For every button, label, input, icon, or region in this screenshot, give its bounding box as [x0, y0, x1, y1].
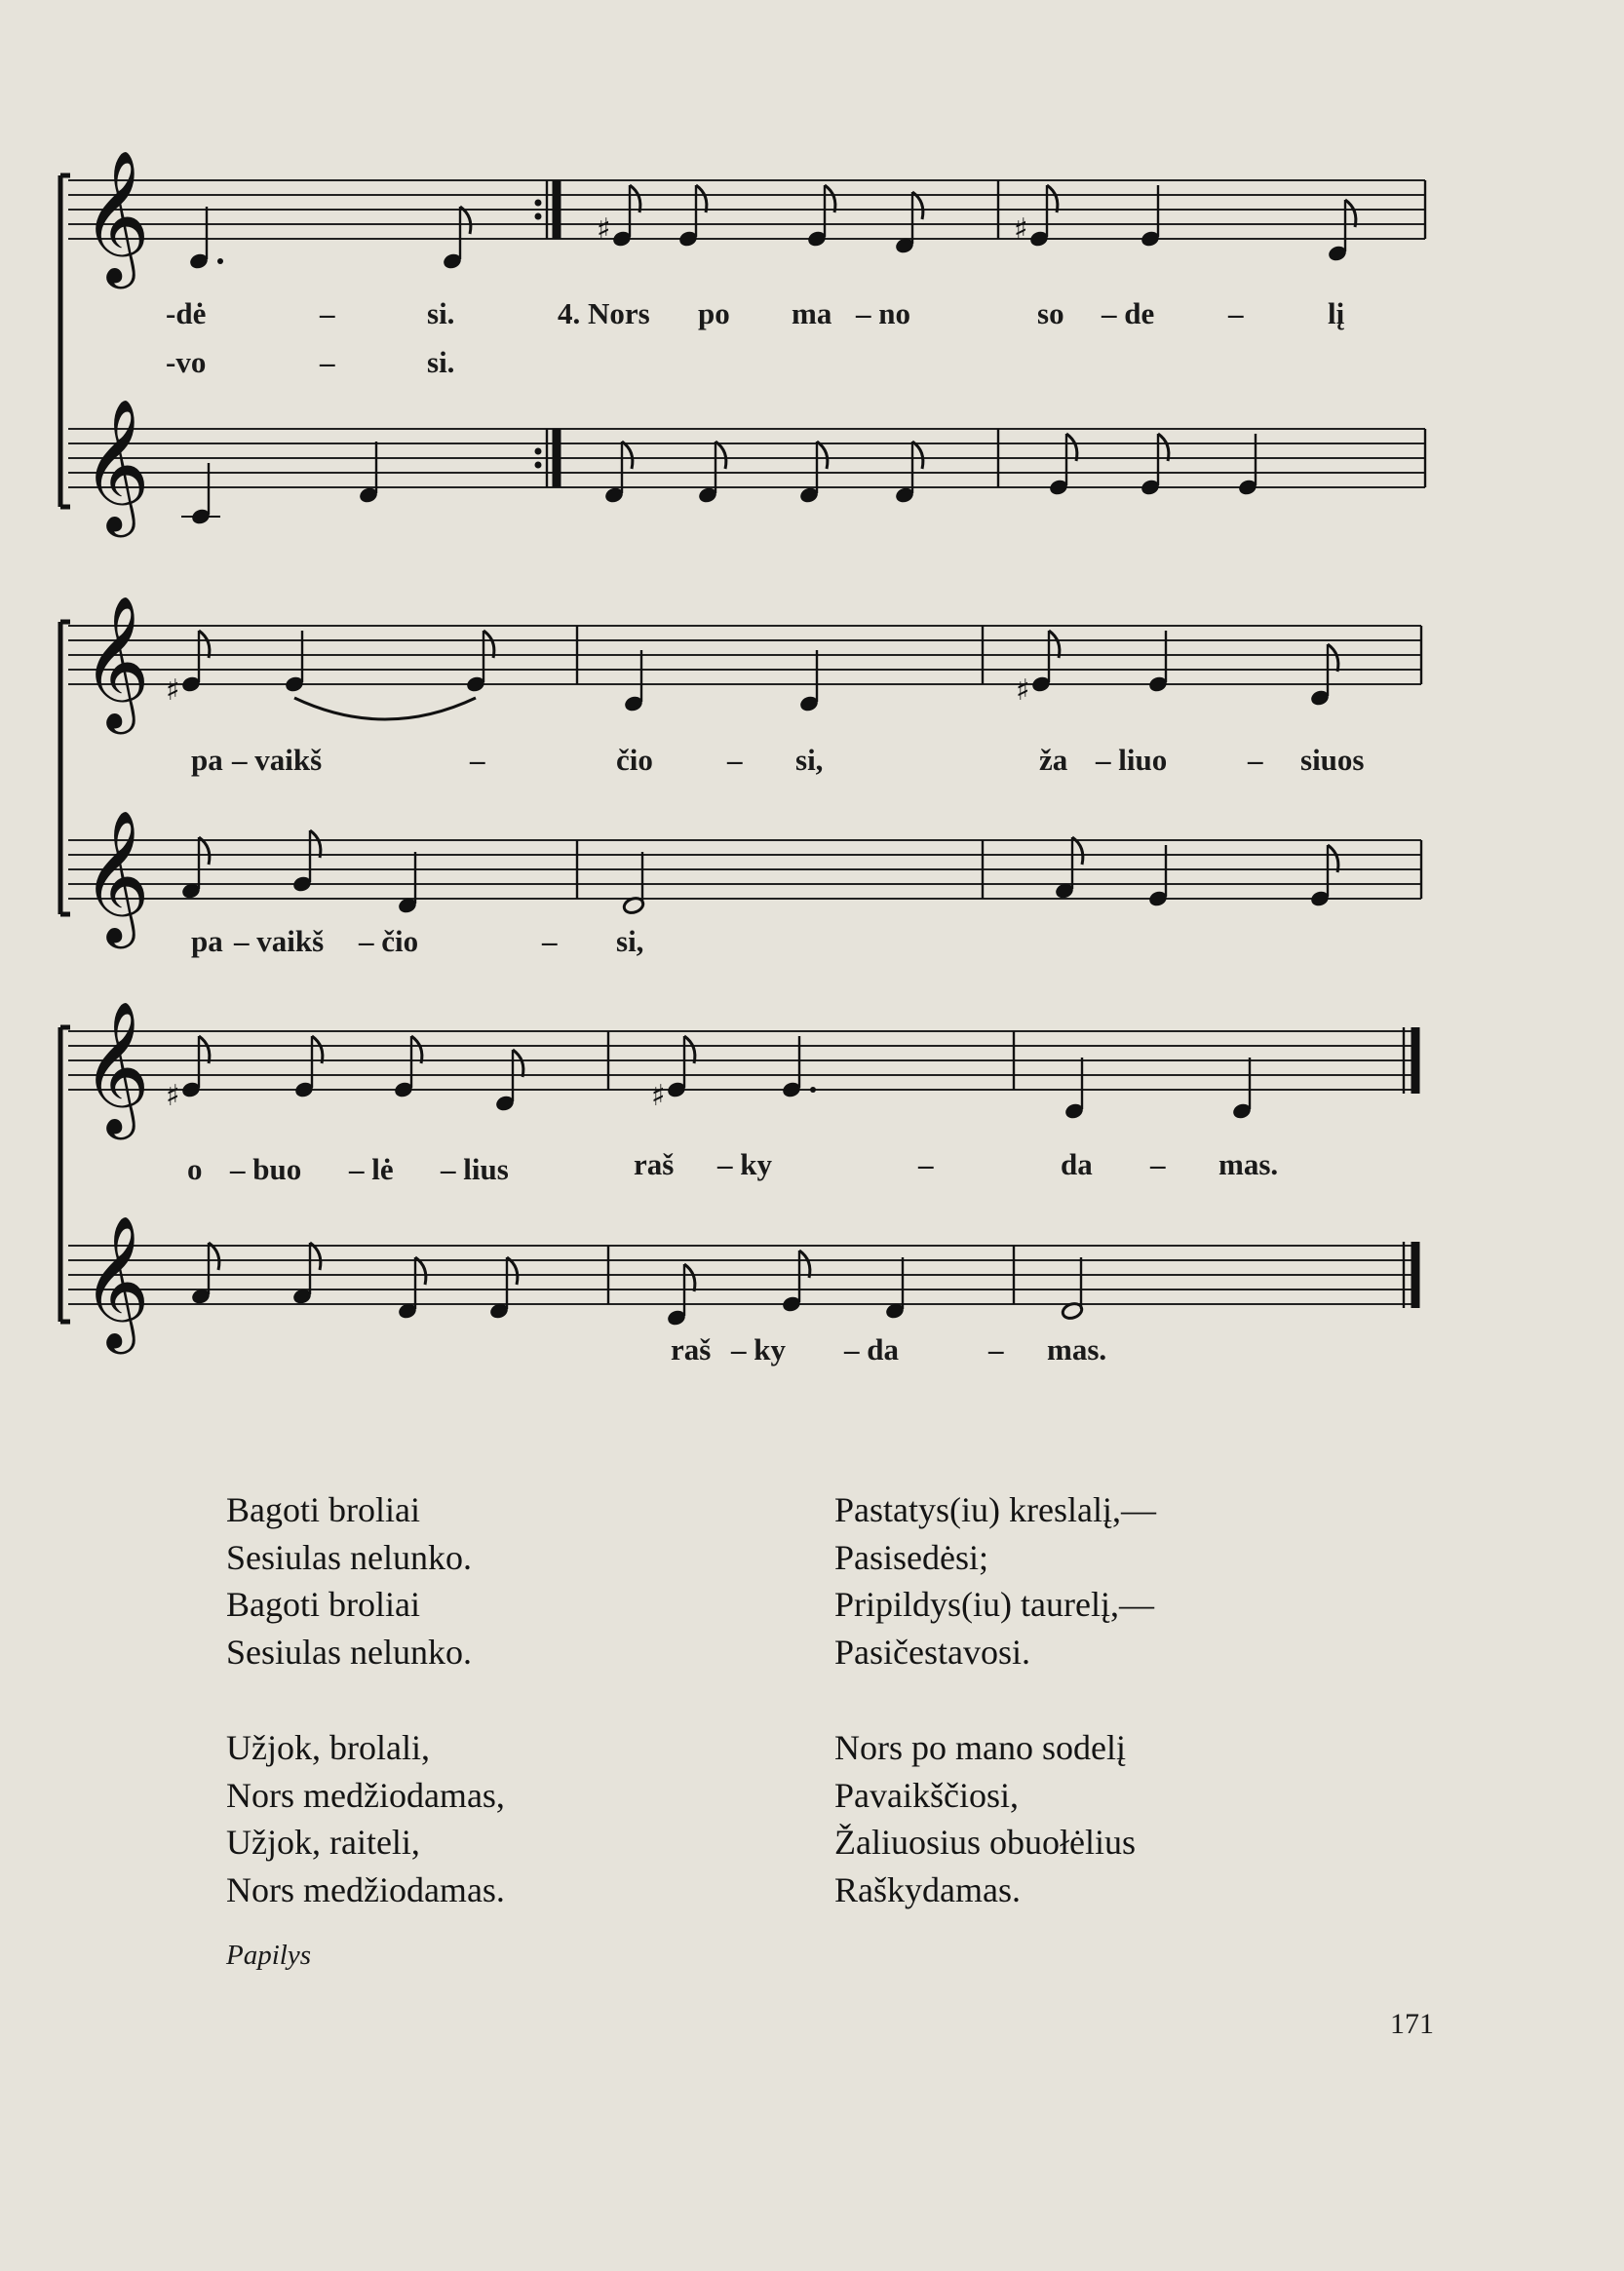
verse-line: Pavaikščiosi,: [834, 1775, 1019, 1815]
svg-text:raš: raš: [671, 1332, 712, 1366]
verse-line: Pripildys(iu) taurelį,—: [834, 1585, 1154, 1624]
svg-text:mas.: mas.: [1047, 1332, 1107, 1366]
svg-text:o: o: [187, 1152, 203, 1186]
verse-line: Pasisedėsi;: [834, 1537, 988, 1577]
notes-upper-1: [188, 185, 1356, 271]
sharp-icon: ♯: [651, 1079, 666, 1113]
verse-line: Nors medžiodamas,: [226, 1775, 505, 1815]
stanza: [834, 1486, 1156, 1675]
svg-text:mas.: mas.: [1218, 1147, 1279, 1181]
staff-lower-1: [68, 429, 1425, 487]
treble-clef-icon: 𝄞: [82, 148, 150, 283]
lyrics-system-2-lower: [191, 924, 643, 958]
svg-text:si.: si.: [427, 296, 455, 330]
svg-text:–: –: [1248, 743, 1263, 777]
verse-line: Sesiulas nelunko.: [226, 1632, 472, 1672]
system-1: [60, 148, 1425, 537]
svg-text:–: –: [470, 743, 485, 777]
page-number: 171: [1390, 2008, 1434, 2040]
svg-text:si,: si,: [795, 743, 824, 777]
system-3: [60, 999, 1415, 1366]
verse-line: Bagoti broliai: [226, 1585, 420, 1624]
verse-line: Pastatys(iu) kreslalį,—: [834, 1490, 1156, 1529]
svg-text:da: da: [1061, 1147, 1093, 1181]
notes-lower-1: [181, 434, 1258, 526]
treble-clef-icon: 𝄞: [82, 594, 150, 728]
sharp-icon: ♯: [1016, 674, 1030, 708]
stanza: [226, 1486, 505, 1675]
svg-text:raš: raš: [634, 1147, 675, 1181]
lyrics-system-1-line-2: [166, 345, 454, 379]
verses-left-column: [226, 1486, 505, 1962]
svg-text:–: –: [918, 1147, 934, 1181]
svg-text:–: –: [320, 296, 335, 330]
svg-text:4. Nors: 4. Nors: [558, 296, 650, 330]
sharp-icon: ♯: [1014, 212, 1028, 247]
svg-text:– ky: – ky: [731, 1332, 786, 1366]
notes-lower-3: [190, 1243, 1084, 1328]
notes-upper-3: [166, 1036, 1253, 1121]
svg-text:– vaikš: – vaikš: [234, 924, 325, 958]
svg-text:si.: si.: [427, 345, 455, 379]
system-2: [60, 594, 1421, 958]
treble-clef-icon: 𝄞: [82, 397, 150, 531]
svg-text:– buo: – buo: [230, 1152, 302, 1186]
stanza: [834, 1724, 1156, 1913]
staff-lower-2: [68, 840, 1421, 899]
svg-text:pa: pa: [191, 743, 223, 777]
verse-line: Pasičestavosi.: [834, 1632, 1030, 1672]
svg-text:–: –: [1150, 1147, 1166, 1181]
svg-text:siuos: siuos: [1300, 743, 1365, 777]
verse-line: Nors medžiodamas.: [226, 1869, 505, 1909]
verse-line: Užjok, brolali,: [226, 1728, 430, 1767]
lyrics-system-3-upper: [187, 1147, 1278, 1186]
lyrics-system-1-line-1: [166, 296, 1345, 330]
notes-lower-2: [180, 830, 1338, 915]
verse-line: Užjok, raiteli,: [226, 1823, 420, 1862]
svg-text:lį: lį: [1328, 296, 1345, 330]
sharp-icon: ♯: [166, 1079, 180, 1113]
staff-lower-3: [68, 1246, 1415, 1304]
svg-text:– da: – da: [844, 1332, 899, 1366]
svg-text:so: so: [1037, 296, 1064, 330]
svg-text:– lius: – lius: [441, 1152, 509, 1186]
svg-text:– ky: – ky: [717, 1147, 772, 1181]
svg-text:po: po: [698, 296, 730, 330]
stanza: [226, 1724, 505, 1913]
verse-line: Nors po mano sodelį: [834, 1728, 1126, 1767]
svg-text:–: –: [727, 743, 743, 777]
lyrics-system-3-lower: [671, 1332, 1106, 1366]
svg-text:–: –: [988, 1332, 1004, 1366]
svg-text:– vaikš: – vaikš: [232, 743, 323, 777]
verse-line: Žaliuosius obuołėlius: [834, 1823, 1136, 1862]
svg-text:–: –: [1228, 296, 1244, 330]
svg-text:-vo: -vo: [166, 345, 207, 379]
staff-upper-2: [68, 626, 1421, 684]
svg-text:si,: si,: [616, 924, 644, 958]
treble-clef-icon: 𝄞: [82, 1213, 150, 1348]
svg-text:pa: pa: [191, 924, 223, 958]
svg-text:-dė: -dė: [166, 296, 207, 330]
lyrics-system-2-upper: [191, 743, 1364, 777]
verse-line: Raškydamas.: [834, 1869, 1021, 1909]
svg-text:– liuo: – liuo: [1096, 743, 1168, 777]
notes-upper-2: [166, 631, 1338, 719]
staff-upper-3: [68, 1031, 1415, 1090]
svg-text:– čio: – čio: [359, 924, 419, 958]
treble-clef-icon: 𝄞: [82, 808, 150, 943]
verse-line: Sesiulas nelunko.: [226, 1537, 472, 1577]
treble-clef-icon: 𝄞: [82, 999, 150, 1134]
sharp-icon: ♯: [166, 674, 180, 708]
svg-text:ža: ža: [1039, 743, 1068, 777]
verse-line: Bagoti broliai: [226, 1490, 420, 1529]
svg-text:–: –: [320, 345, 335, 379]
svg-text:– no: – no: [856, 296, 910, 330]
svg-text:– de: – de: [1102, 296, 1155, 330]
source-location: Papilys: [226, 1940, 311, 1971]
svg-text:– lė: – lė: [349, 1152, 394, 1186]
staff-upper-1: [68, 180, 1425, 239]
verses-right-column: [834, 1486, 1156, 1962]
svg-text:ma: ma: [792, 296, 832, 330]
sharp-icon: ♯: [597, 212, 611, 247]
svg-text:–: –: [542, 924, 558, 958]
svg-text:čio: čio: [616, 743, 653, 777]
